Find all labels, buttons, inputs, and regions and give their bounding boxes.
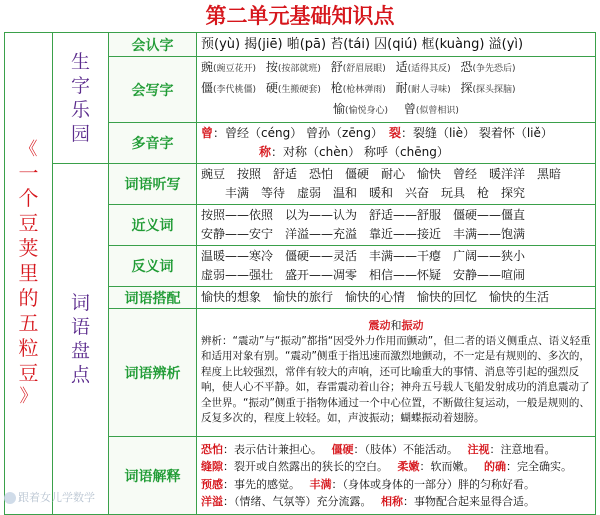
term: 丰满 [309, 477, 332, 491]
duoyinzi-line [201, 124, 591, 143]
char: 硬 [265, 81, 278, 95]
char-note: (舒眉展眼) [342, 64, 386, 74]
term: 相称 [381, 495, 403, 508]
huixiezi-line [201, 100, 591, 121]
term: 的确 [484, 460, 506, 473]
polyphone-char: 曾 [201, 126, 214, 140]
fanyi-line: 温暖——寒冷 僵硬——灵活 丰满——干瘪 广阔——狭小 [201, 249, 526, 263]
char: 曾 [403, 102, 416, 116]
page-title: 第二单元基础知识点 [205, 4, 395, 28]
jinyi-line: 按照——依照 以为——认为 舒适——舒服 僵硬——僵直 [201, 208, 526, 222]
watermark-text: 跟着女儿学数学 [18, 491, 95, 504]
jieshi-line [201, 441, 591, 459]
char: 探 [460, 81, 473, 95]
char-note: (适得其反) [407, 64, 451, 74]
huixiezi-line [201, 79, 591, 100]
label-huixiezi: 会写字 [109, 57, 197, 123]
term: 预感 [201, 477, 223, 491]
knowledge-table [4, 32, 596, 515]
definition: ：注意地看。 [489, 442, 556, 456]
char: 适 [395, 60, 408, 74]
char: 愉 [333, 102, 346, 116]
bianxi-term: 震动 [368, 319, 391, 333]
term: 僵硬 [331, 442, 354, 456]
label-jinyi: 近义词 [109, 205, 197, 246]
section-char: 生 [70, 51, 90, 73]
char: 舒 [330, 60, 343, 74]
lesson-title-char: 个 [18, 186, 39, 210]
lesson-title-char: 的 [18, 286, 39, 310]
jinyi-line: 安静——安宁 洋溢——充溢 靠近——接近 丰满——饱满 [201, 227, 526, 241]
content-tingxie [197, 164, 596, 205]
char-note: (耐人寻味) [407, 85, 451, 95]
content-duoyinzi [197, 123, 596, 164]
polyphone-readings: ：曾经（céng） 曾孙（zēng） [213, 126, 383, 140]
char: 按 [265, 60, 278, 74]
tingxie-line: 丰满 等待 虚弱 温和 暖和 兴奋 玩具 枪 探究 [225, 186, 526, 200]
section-char: 点 [70, 364, 90, 386]
definition: ：事先的感觉。 [223, 477, 300, 491]
polyphone-readings: ：裂缝（liè） 裂着怀（liě） [400, 126, 553, 140]
fanyi-line: 虚弱——强壮 盛开——凋零 相信——怀疑 安静——喧闹 [201, 268, 526, 282]
term: 注视 [467, 442, 490, 456]
watermark-logo-icon [4, 492, 16, 504]
section-char: 字 [70, 75, 90, 97]
definition: ：（肢体）不能活动。 [353, 442, 458, 456]
char-note: (枪林弹雨) [342, 85, 386, 95]
jieshi-line [201, 476, 591, 494]
section-char: 词 [70, 292, 90, 314]
section-char: 语 [70, 316, 90, 338]
label-tingxie: 词语听写 [109, 164, 197, 205]
lesson-title-char: 荚 [18, 236, 39, 260]
polyphone-readings: ：对称（chèn） 称呼（chēng） [271, 145, 449, 159]
definition: ：事物配合起来显得合适。 [403, 495, 535, 508]
huixiezi-line [201, 58, 591, 79]
char: 耐 [395, 81, 408, 95]
content-jieshi [197, 437, 596, 515]
char-note: (探头探脑) [472, 85, 516, 95]
char: 枪 [330, 81, 343, 95]
lesson-title-char: 粒 [18, 336, 39, 360]
section-char: 盘 [70, 340, 90, 362]
char: 僵 [201, 81, 214, 95]
bianxi-term: 振动 [401, 319, 424, 333]
term: 恐怕 [201, 442, 223, 456]
polyphone-char: 称 [259, 145, 272, 159]
bianxi-and: 和 [390, 319, 402, 333]
definition: ：裂开或自然露出的狭长的空白。 [223, 460, 388, 473]
content-bianxi [197, 309, 596, 437]
label-dapei: 词语搭配 [109, 287, 197, 309]
definition: ：表示估计兼担心。 [223, 442, 322, 456]
definition: ：完全确实。 [506, 460, 572, 473]
jieshi-line [201, 493, 591, 511]
char-note: (愉悦身心) [345, 106, 389, 116]
left-bracket: 《 [19, 139, 38, 160]
watermark [4, 489, 95, 505]
lesson-title-char: 里 [18, 261, 39, 285]
content-jinyi [197, 205, 596, 246]
char-note: (李代桃僵) [213, 85, 257, 95]
char: 豌 [201, 60, 214, 74]
tingxie-line: 豌豆 按照 舒适 恐怕 僵硬 耐心 愉快 曾经 暖洋洋 黑暗 [201, 167, 562, 181]
duoyinzi-line [201, 143, 591, 162]
definition: ：软而嫩。 [419, 460, 475, 473]
content-fanyi [197, 246, 596, 287]
polyphone-char: 裂 [388, 126, 401, 140]
lesson-title-char: 豆 [18, 211, 39, 235]
term: 柔嫩 [397, 460, 420, 473]
lesson-title-char: 一 [18, 161, 39, 185]
term: 缝隙 [201, 460, 223, 473]
char-note: (按部就班) [277, 64, 321, 74]
content-huirenzi: 预(yù) 揭(jiē) 啪(pā) 苔(tái) 囚(qiú) 框(kuàng) 溢(yì) [197, 33, 596, 57]
definition: ：（身体或身体的一部分）胖的匀称好看。 [331, 477, 535, 491]
content-huixiezi [197, 57, 596, 123]
content-dapei: 愉快的想象 愉快的旅行 愉快的心情 愉快的回忆 愉快的生活 [197, 287, 596, 309]
section-char: 乐 [70, 99, 90, 121]
bianxi-heading [201, 318, 591, 334]
char-note: (豌豆花开) [213, 64, 257, 74]
lesson-title-vertical [5, 33, 53, 515]
right-bracket: 》 [19, 386, 38, 407]
label-jieshi: 词语解释 [109, 437, 197, 515]
term: 洋溢 [201, 495, 223, 508]
label-duoyinzi: 多音字 [109, 123, 197, 164]
label-huirenzi: 会认字 [109, 33, 197, 57]
definition: ：（情绪、气氛等）充分流露。 [223, 495, 372, 508]
char-note: (生搬硬套) [277, 85, 321, 95]
label-fanyi: 反义词 [109, 246, 197, 287]
bianxi-text: 辨析：“震动”与“振动”都指“因受外力作用而颤动”，但二者的语义侧重点、语义轻重和适用对象有别。“震动”侧重于指迅速而激烈地颤动，不一定是有规则的、多次的，程度上比较强烈，常伴有较大的声响，还可比喻重大的事情、消息等引起的强烈反响，使人心不平静。如，春雷震动着山谷；神舟五号载人飞船发射成功的消息震动了全世界。“振动”侧重于指物体通过一个中心位置，不断做往复运动，一般是规则的、反复多次的，程度上较轻。如，声波振动；蝴蝶振动着翅膀。 [201, 334, 591, 425]
lesson-title-char: 五 [18, 311, 39, 335]
section-char: 园 [70, 123, 90, 145]
section-ciyu [53, 164, 109, 515]
lesson-title-char: 豆 [18, 361, 39, 385]
jieshi-line [201, 458, 591, 476]
section-shengzi [53, 33, 109, 164]
char-note: (争先恐后) [472, 64, 516, 74]
char: 恐 [460, 60, 473, 74]
char-note: (似曾相识) [415, 106, 459, 116]
label-bianxi: 词语辨析 [109, 309, 197, 437]
